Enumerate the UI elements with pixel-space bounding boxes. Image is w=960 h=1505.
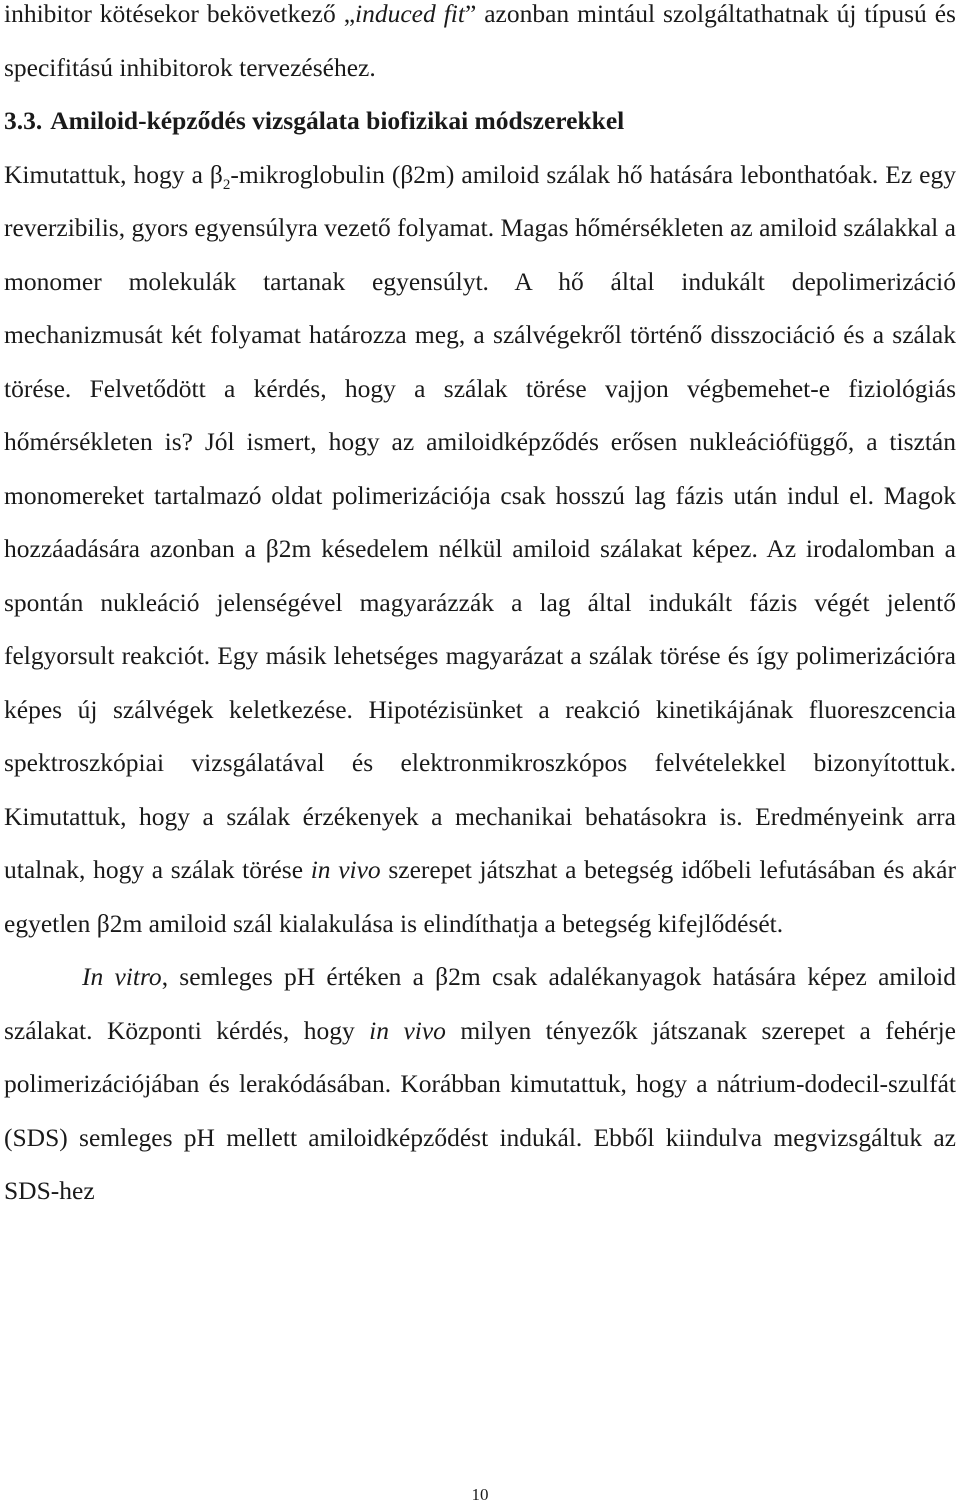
- intro-text-a: inhibitor kötésekor bekövetkező „: [4, 0, 356, 28]
- intro-paragraph: [4, 0, 956, 94]
- p2-text-b: , semleges pH értéken a β2m csak adalékanyagok hatására képez amiloid szálakat. Központi kérdés, hogy: [4, 962, 956, 1045]
- p2-text-d: milyen tényezők játszanak szerepet a fehérje polimerizációjában és lerakódásában. Korábban kimutattuk, hogy a nátrium-dodecil-szulfát (SDS) semleges pH mellett amiloidképződést indukál. Ebből kiindulva megvizsgáltuk az SDS-hez: [4, 1015, 956, 1205]
- p1-subscript: 2: [222, 176, 231, 193]
- p1-italic-in-vivo: in vivo: [310, 855, 381, 884]
- section-title: Amiloid-képződés vizsgálata biofizikai módszerekkel: [50, 106, 625, 135]
- p2-italic-in-vitro: In vitro: [82, 962, 162, 991]
- intro-italic-term: induced fit: [355, 0, 465, 28]
- p1-text-b: -mikroglobulin (β2m) amiloid szálak hő hatására lebonthatóak. Ez egy reverzibilis, gyors egyensúlyra vezető folyamat. Magas hőmérsékleten az amiloid szálakkal a monomer molekulák tartanak egyensúlyt. A hő által indukált depolimerizáció mechanizmusát két folyamat határozza meg, a szálvégekről történő disszociáció és a szálak törése. Felvetődött a kérdés, hogy a szálak törése vajjon végbemehet-e fiziológiás hőmérsékleten is? Jól ismert, hogy az amiloidképződés erősen nukleációfüggő, a tisztán monomereket tartalmazó oldat polimerizációja csak hosszú lag fázis után indul el. Magok hozzáadására azonban a β2m késedelem nélkül amiloid szálakat képez. Az irodalomban a spontán nukleáció jelenségével magyarázzák a lag által indukált fázis végét jelentő felgyorsult reakciót. Egy másik lehetséges magyarázat a szálak törése és így polimerizációra képes új szálvégek keletkezése. Hipotézisünket a reakció kinetikájának fluoreszcencia spektroszkópiai vizsgálatával és elektronmikroszkópos felvételekkel bizonyítottuk. Kimutattuk, hogy a szálak érzékenyek a mechanikai behatásokra is. Eredményeink arra utalnak, hogy a szálak törése: [4, 159, 956, 884]
- intro-text-c: ” azonban mintául szolgáltathatnak új típusú és specifitású inhibitorok tervezéséhez.: [4, 0, 956, 82]
- body-paragraph-1: [4, 148, 956, 951]
- p1-text-d: szerepet játszhat a betegség időbeli lefutásában és akár egyetlen β2m amiloid szál kialakulása is elindíthatja a betegség kifejlődését.: [4, 855, 956, 938]
- document-page: [4, 0, 956, 1218]
- section-heading: [4, 94, 956, 148]
- section-number: 3.3.: [4, 106, 43, 135]
- body-paragraph-2: [4, 950, 956, 1218]
- p1-text-a: Kimutattuk, hogy a β: [4, 159, 223, 189]
- page-number: 10: [471, 1485, 489, 1504]
- p2-italic-in-vivo: in vivo: [369, 1015, 446, 1045]
